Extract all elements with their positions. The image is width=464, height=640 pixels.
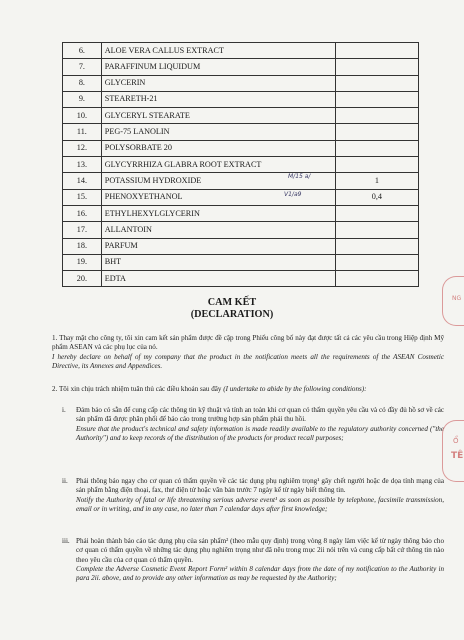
- ingredient-name: GLYCERYL STEARATE: [101, 108, 335, 124]
- ingredient-row: [63, 205, 419, 221]
- ingredient-concentration: [335, 91, 418, 107]
- declaration-heading-en: (DECLARATION): [190, 309, 274, 320]
- company-seal-top: [442, 276, 464, 326]
- section-1: [52, 334, 444, 371]
- condition-vi: Đảm bảo có sẵn để cung cấp các thông tin kỹ thuật và tính an toàn khi cơ quan có thẩm quyền yêu cầu và có đầy đủ hồ sơ về các sản phẩm đã được phân phối để báo cáo trong trường hợp sản phẩm phải thu hồi.: [76, 406, 444, 424]
- ingredient-number: 14.: [63, 173, 102, 189]
- ingredient-concentration: [335, 238, 418, 254]
- ingredient-concentration: [335, 222, 418, 238]
- ingredient-name: GLYCYRRHIZA GLABRA ROOT EXTRACT: [101, 157, 335, 173]
- ingredient-number: 10.: [63, 108, 102, 124]
- ingredient-name: PARFUM: [101, 238, 335, 254]
- ingredient-concentration: [335, 140, 418, 156]
- ingredient-name: ETHYLHEXYLGLYCERIN: [101, 205, 335, 221]
- ingredient-concentration: 1: [335, 173, 418, 189]
- condition-num: i.: [62, 406, 66, 414]
- condition-en: Notify the Authority of fatal or life threatening serious adverse event¹ as soon as possible by telephone, facsimile transmission, email or in writing, and in any case, no later than 7 calendar days after first knowledge;: [76, 495, 444, 513]
- seal-text: TÊ: [451, 451, 464, 461]
- ingredient-name: PHENOXYETHANOL: [101, 189, 335, 205]
- ingredient-row: [63, 75, 419, 91]
- condition-en: Ensure that the product's technical and safety information is made readily available to the regulatory authority concerned ("the Authority") and to keep records of the distribution of the products for product recall purposes;: [76, 424, 444, 442]
- section-2-lead: [52, 385, 444, 394]
- ingredient-number: 7.: [63, 59, 102, 75]
- handwritten-note-15: V1/a9: [284, 191, 302, 198]
- ingredient-table: [62, 42, 419, 287]
- handwritten-note-14: M/15 a/: [288, 173, 311, 180]
- ingredient-number: 13.: [63, 157, 102, 173]
- ingredient-row: [63, 189, 419, 205]
- ingredient-name: ALOE VERA CALLUS EXTRACT: [101, 43, 335, 59]
- ingredient-row: [63, 271, 419, 287]
- company-seal-bottom: [442, 420, 464, 482]
- seal-text: NG: [452, 295, 462, 302]
- ingredient-row: [63, 173, 419, 189]
- ingredient-number: 6.: [63, 43, 102, 59]
- ingredient-number: 16.: [63, 205, 102, 221]
- ingredient-concentration: [335, 59, 418, 75]
- ingredient-concentration: [335, 43, 418, 59]
- condition-vi: Phải hoàn thành báo cáo tác dụng phụ của sản phẩm² (theo mẫu quy định) trong vòng 8 ngày làm việc kể từ ngày thông báo cho cơ quan có thẩm quyền về những tác dụng phụ nghiêm trọng như đã nêu trong mục 2ii nói trên và cung cấp bất cứ thông tin nào theo yêu cầu của cơ quan có thẩm quyền.: [76, 537, 444, 564]
- ingredient-concentration: [335, 271, 418, 287]
- ingredient-concentration: [335, 205, 418, 221]
- ingredient-concentration: [335, 254, 418, 270]
- ingredient-row: [63, 124, 419, 140]
- ingredient-number: 18.: [63, 238, 102, 254]
- ingredient-concentration: [335, 157, 418, 173]
- condition-vi: Phải thông báo ngay cho cơ quan có thẩm quyền về các tác dụng phụ nghiêm trọng¹ gây chết người hoặc đe dọa tính mạng của sản phẩm bằng điện thoại, fax, thư điện tử hoặc văn bản trước 7 ngày kể từ ngày biết thông tin.: [76, 477, 444, 495]
- ingredient-number: 12.: [63, 140, 102, 156]
- ingredient-number: 19.: [63, 254, 102, 270]
- ingredient-concentration: [335, 75, 418, 91]
- condition-en: Complete the Adverse Cosmetic Event Report Form² within 8 calendar days from the date of my notification to the Authority in para 2ii. above, and to provide any other information as may be requested by the Authority;: [76, 564, 444, 583]
- ingredient-row: [63, 59, 419, 75]
- ingredient-name: STEARETH-21: [101, 91, 335, 107]
- ingredient-row: [63, 157, 419, 173]
- ingredient-name: BHT: [101, 254, 335, 270]
- ingredient-number: 9.: [63, 91, 102, 107]
- ingredient-row: [63, 238, 419, 254]
- ingredient-name: GLYCERIN: [101, 75, 335, 91]
- section-2-lead-vi: 2. Tôi xin chịu trách nhiệm tuân thủ các điều khoản sau đây: [52, 385, 224, 393]
- condition-num: iii.: [62, 537, 70, 545]
- ingredient-name: PEG-75 LANOLIN: [101, 124, 335, 140]
- section-1-en: I hereby declare on behalf of my company that the product in the notification meets all the requirements of the ASEAN Cosmetic Directive, its Annexes and Appendices.: [52, 352, 444, 370]
- ingredient-number: 8.: [63, 75, 102, 91]
- declaration-heading-vi: CAM KẾT: [207, 297, 257, 308]
- ingredient-row: [63, 222, 419, 238]
- ingredient-number: 15.: [63, 189, 102, 205]
- ingredient-name: ALLANTOIN: [101, 222, 335, 238]
- condition-num: ii.: [62, 477, 68, 485]
- ingredient-row: [63, 108, 419, 124]
- ingredient-row: [63, 254, 419, 270]
- ingredient-concentration: [335, 124, 418, 140]
- seal-text: Ổ: [453, 437, 459, 445]
- section-1-vi: 1. Thay mặt cho công ty, tôi xin cam kết sản phẩm được đề cập trong Phiếu công bố này đạt được tất cả các yêu cầu trong Hiệp định Mỹ phẩm ASEAN và các phụ lục của nó.: [52, 334, 444, 352]
- ingredient-name: POLYSORBATE 20: [101, 140, 335, 156]
- ingredient-number: 20.: [63, 271, 102, 287]
- ingredient-name: PARAFFINUM LIQUIDUM: [101, 59, 335, 75]
- ingredient-name: POTASSIUM HYDROXIDE: [101, 173, 335, 189]
- ingredient-number: 17.: [63, 222, 102, 238]
- ingredient-row: [63, 91, 419, 107]
- ingredient-number: 11.: [63, 124, 102, 140]
- section-2-lead-en: (I undertake to abide by the following conditions):: [223, 385, 367, 393]
- ingredient-name: EDTA: [101, 271, 335, 287]
- ingredient-concentration: [335, 108, 418, 124]
- ingredient-row: [63, 43, 419, 59]
- ingredient-concentration: 0,4: [335, 189, 418, 205]
- ingredient-row: [63, 140, 419, 156]
